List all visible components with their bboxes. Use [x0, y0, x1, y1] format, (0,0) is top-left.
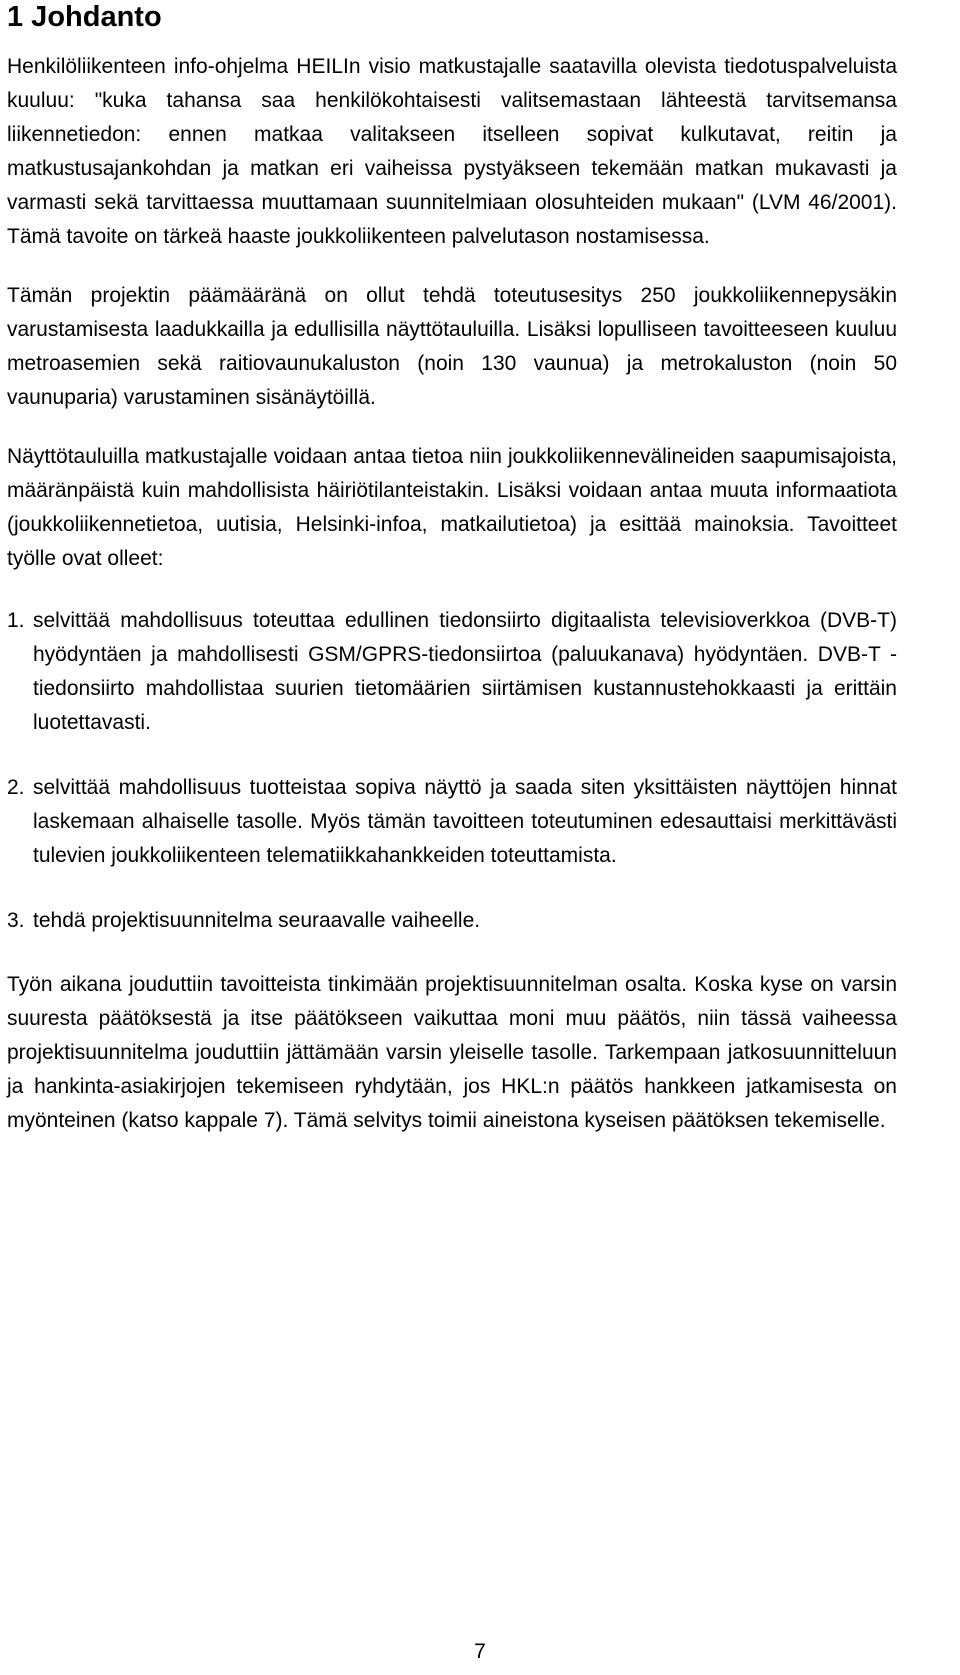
list-item-text: selvittää mahdollisuus tuotteistaa sopiva näyttö ja saada siten yksittäisten näyttöjen hinnat laskemaan alhaiselle tasolle. Myös tämän tavoitteen toteutuminen edesauttaisi merkittävästi tulevien joukkoliikenteen telematiikkahankkeiden toteuttamista.	[33, 776, 897, 867]
list-item-text: tehdä projektisuunnitelma seuraavalle vaiheelle.	[33, 909, 481, 932]
intro-paragraph: Henkilöliikenteen info-ohjelma HEILIn visio matkustajalle saatavilla olevista tiedotuspalveluista kuuluu: "kuka tahansa saa henkilökohtaisesti valitsemastaan lähteestä tarvitsemansa liikennetiedon: ennen matkaa valitakseen itselleen sopivat kulkutavat, reitin ja matkustusajankohdan ja matkan eri vaiheissa pystyäkseen tekemään matkan mukavasti ja varmasti sekä tarvittaessa muuttamaan suunnitelmiaan olosuhteiden mukaan" (LVM 46/2001). Tämä tavoite on tärkeä haaste joukkoliikenteen palvelutason nostamisessa.	[7, 55, 897, 248]
page-number	[0, 1638, 960, 1666]
list-item-number: 3.	[7, 909, 25, 932]
list-item-text: selvittää mahdollisuus toteuttaa edullinen tiedonsiirto digitaalista televisioverkkoa (DVB-T) hyödyntäen ja mahdollisesti GSM/GPRS-tiedonsiirtoa (paluukanava) hyödyntäen. DVB-T -tiedonsiirto mahdollistaa suurien tietomäärien siirtämisen kustannustehokkaasti ja erittäin luotettavasti.	[33, 609, 897, 734]
list-item	[7, 771, 897, 873]
list-item	[7, 604, 897, 740]
closing-paragraph: Työn aikana jouduttiin tavoitteista tinkimään projektisuunnitelman osalta. Koska kyse on varsin suuresta päätöksestä ja itse päätökseen vaikuttaa moni muu päätös, niin tässä vaiheessa projektisuunnitelma jouduttiin jättämään varsin yleiselle tasolle. Tarkempaan jatkosuunnitteluun ja hankinta-asiakirjojen tekemiseen ryhdytään, jos HKL:n päätös hankkeen jatkamisesta on myönteinen (katso kappale 7). Tämä selvitys toimii aineistona kyseisen päätöksen tekemiselle.	[7, 973, 897, 1132]
list-item	[7, 904, 897, 938]
list-item-number: 1.	[7, 609, 25, 632]
project-goal-paragraph: Tämän projektin päämääränä on ollut tehdä toteutusesitys 250 joukkoliikennepysäkin varustamisesta laadukkailla ja edullisilla näyttötauluilla. Lisäksi lopulliseen tavoitteeseen kuuluu metroasemien sekä raitiovaunukaluston (noin 130 vaunua) ja metrokaluston (noin 50 vaunuparia) varustaminen sisänäytöillä.	[7, 284, 897, 409]
document-page	[7, 0, 897, 1138]
page-number-text: 7	[474, 1640, 486, 1663]
section-heading: 1 Johdanto	[7, 1, 162, 33]
goals-list	[7, 604, 897, 938]
display-info-paragraph: Näyttötauluilla matkustajalle voidaan antaa tietoa niin joukkoliikennevälineiden saapumisajoista, määränpäistä kuin mahdollisista häiriötilanteistakin. Lisäksi voidaan antaa muuta informaatiota (joukkoliikennetietoa, uutisia, Helsinki-infoa, matkailutietoa) ja esittää mainoksia. Tavoitteet työlle ovat olleet:	[7, 445, 897, 570]
list-item-number: 2.	[7, 776, 25, 799]
